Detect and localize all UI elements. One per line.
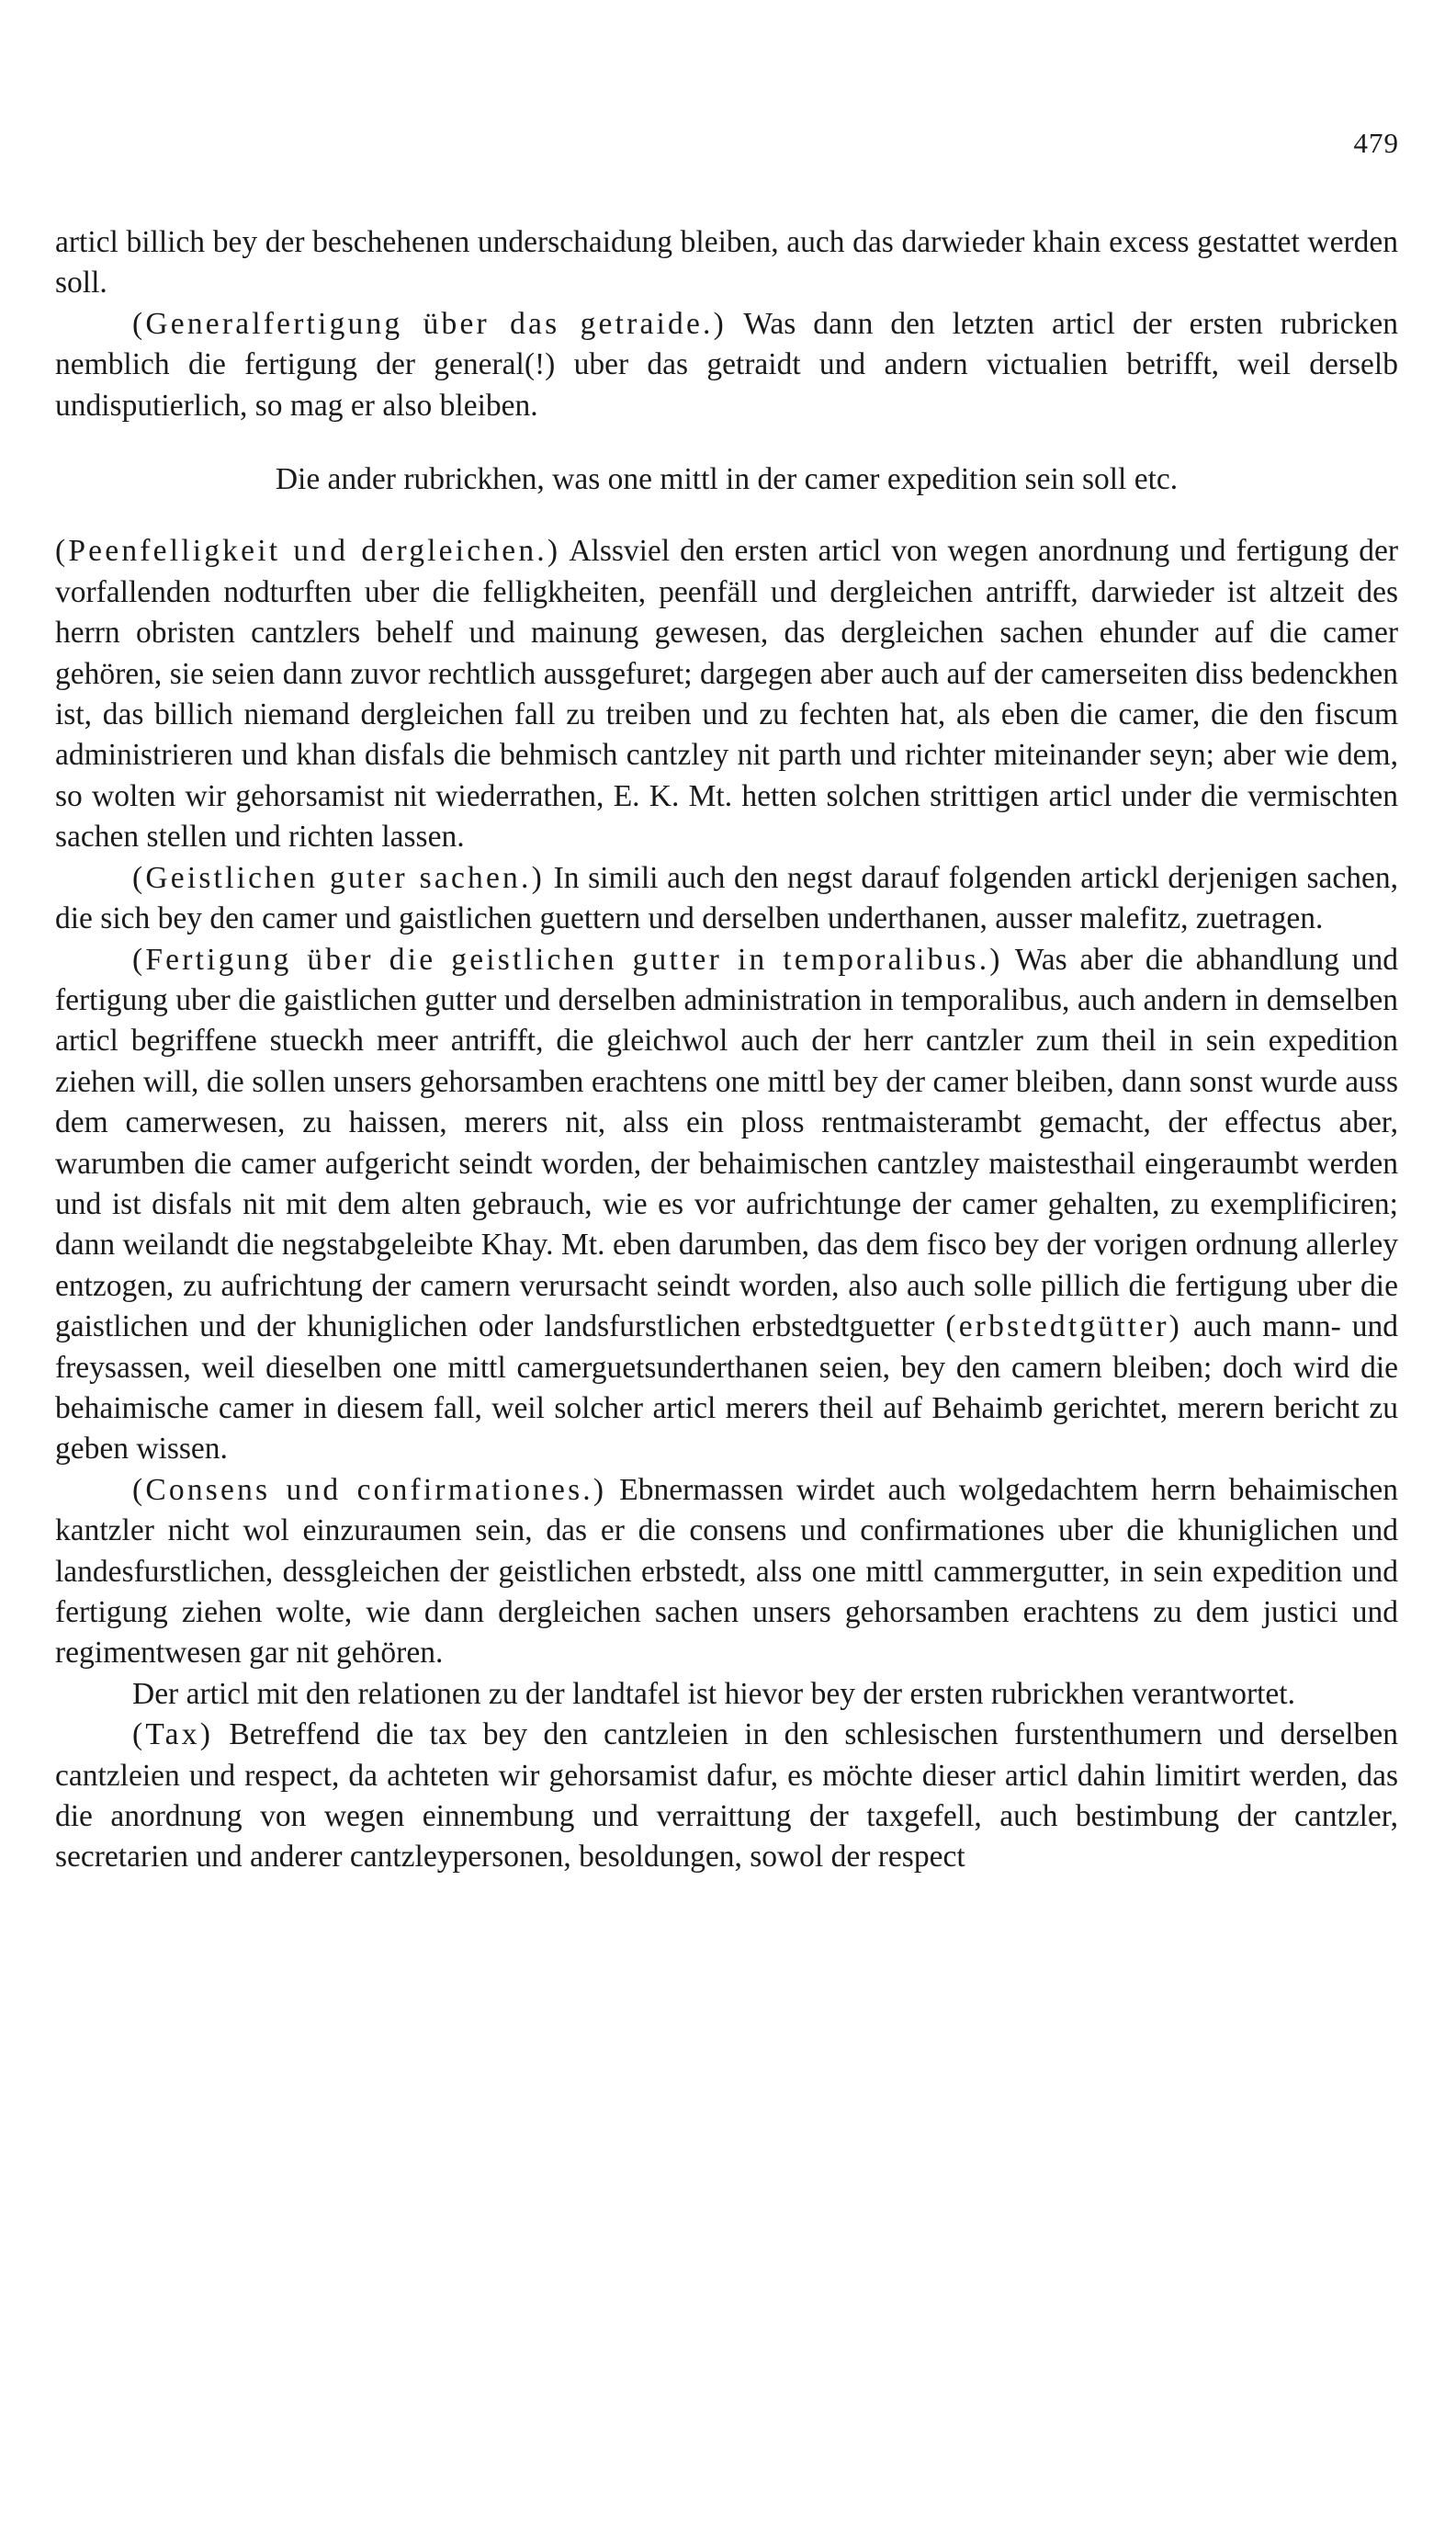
- paragraph-sidenote: (Consens und confirmationes.): [132, 1472, 607, 1507]
- section-heading: [55, 459, 1398, 500]
- paragraph-6: [55, 1470, 1398, 1674]
- paragraph-sidenote: (Generalfertigung über das getraide.): [132, 306, 727, 341]
- paragraph-text: In simili auch den negst darauf folgenden artickl derjenigen sachen, die sich bey den camer und gaistlichen guettern und derselben underthanen, ausser malefitz, zuetragen.: [55, 860, 1398, 936]
- paragraph-text: articl billich bey der beschehenen underschaidung bleiben, auch das darwieder khain excess gestattet werden soll.: [55, 225, 1398, 300]
- paragraph-7: [55, 1674, 1398, 1715]
- body-text: [55, 222, 1398, 1878]
- paragraph-text: Alssviel den ersten articl von wegen anordnung und fertigung der vorfallenden nodturften uber die felligkheiten, peenfäll und dergleichen antrifft, darwieder ist altzeit des herrn obristen cantzlers behelf und mainung gewesen, das dergleichen sachen ehunder auf die camer gehören, sie seien dann zuvor rechtlich aussgefuret; dargegen aber auch auf der camerseiten diss bedenckhen ist, das billich niemand dergleichen fall zu treiben und zu fechten hat, als eben die camer, die den fiscum administrieren und khan disfals die behmisch cantzley nit parth und richter miteinander seyn; aber wie dem, so wolten wir gehorsamist nit wiederrathen, E. K. Mt. hetten solchen strittigen articl under die vermischten sachen stellen und richten lassen.: [55, 534, 1399, 855]
- section-heading-text: Die ander rubrickhen, was one mittl in der camer expedition sein soll etc.: [275, 462, 1179, 497]
- paragraph-text-continued: auch mann- und freysassen, weil dieselben one mittl camerguetsunderthanen seien, bey den camern bleiben; doch wird die behaimische camer in diesem fall, weil solcher articl merers theil auf Behaimb gerichtet, merern bericht zu geben wissen.: [55, 1309, 1398, 1467]
- paragraph-1: [55, 222, 1398, 304]
- paragraph-inline-note: (erbstedtgütter): [945, 1309, 1183, 1344]
- paragraph-sidenote: (Peenfelligkeit und dergleichen.): [55, 534, 561, 569]
- paragraph-text: Betreffend die tax bey den cantzleien in den schlesischen furstenthumern und derselben cantzleien und respect, da achteten wir gehorsamist dafur, es möchte dieser articl dahin limitirt werden, das die anordnung von wegen einnembung und verraittung der taxgefell, auch bestimbung der cantzler, secretarien und anderer cantzleypersonen, besoldungen, sowol der respect: [55, 1717, 1398, 1875]
- paragraph-sidenote: (Tax): [132, 1717, 214, 1752]
- paragraph-8: [55, 1715, 1398, 1878]
- paragraph-4: [55, 858, 1398, 940]
- paragraph-5: [55, 940, 1398, 1470]
- page-number: 479: [1353, 127, 1399, 159]
- paragraph-text: Ebnermassen wirdet auch wolgedachtem herrn behaimischen kantzler nicht wol einzuraumen sein, das er die consens und confirmationes uber die khuniglichen und landesfurstlichen, dessgleichen der geistlichen erbstedt, alss one mittl cammergutter, in sein expedition und fertigung ziehen wolte, wie dann dergleichen sachen unsers gehorsamben erachtens zu dem justici und regimentwesen gar nit gehören.: [55, 1472, 1398, 1671]
- paragraph-text: Der articl mit den relationen zu der landtafel ist hievor bey der ersten rubrickhen verantwortet.: [132, 1676, 1295, 1711]
- paragraph-sidenote: (Fertigung über die geistlichen gutter in temporalibus.): [132, 942, 1003, 977]
- paragraph-3: [55, 531, 1398, 857]
- paragraph-2: [55, 304, 1398, 426]
- paragraph-text: Was dann den letzten articl der ersten rubricken nemblich die fertigung der general(!) uber das getraidt und andern victualien betrifft, weil derselb undisputierlich, so mag er also bleiben.: [55, 306, 1398, 423]
- paragraph-sidenote: (Geistlichen guter sachen.): [132, 860, 545, 895]
- paragraph-text: Was aber die abhandlung und fertigung uber die gaistlichen gutter und derselben administration in temporalibus, auch andern in demselben articl begriffene stueckh meer antrifft, die gleichwol auch der herr cantzler zum theil in sein expedition ziehen will, die sollen unsers gehorsamben erachtens one mittl bey der camer bleiben, dann sonst wurde auss dem camerwesen, zu haissen, merers nit, alss ein ploss rentmaisterambt gemacht, der effectus aber, warumben die camer aufgericht seindt worden, der behaimischen cantzley maistesthail eingeraumbt werden und ist disfals nit mit dem alten gebrauch, wie es vor aufrichtunge der camer gehalten, zu exemplificiren; dann weilandt die negstabgeleibte Khay. Mt. eben darumben, das dem fisco bey der vorigen ordnung allerley entzogen, zu aufrichtung der camern verursacht seindt worden, also auch solle pillich die fertigung uber die gaistlichen und der khuniglichen oder landsfurstlichen erbstedtguetter: [55, 942, 1398, 1344]
